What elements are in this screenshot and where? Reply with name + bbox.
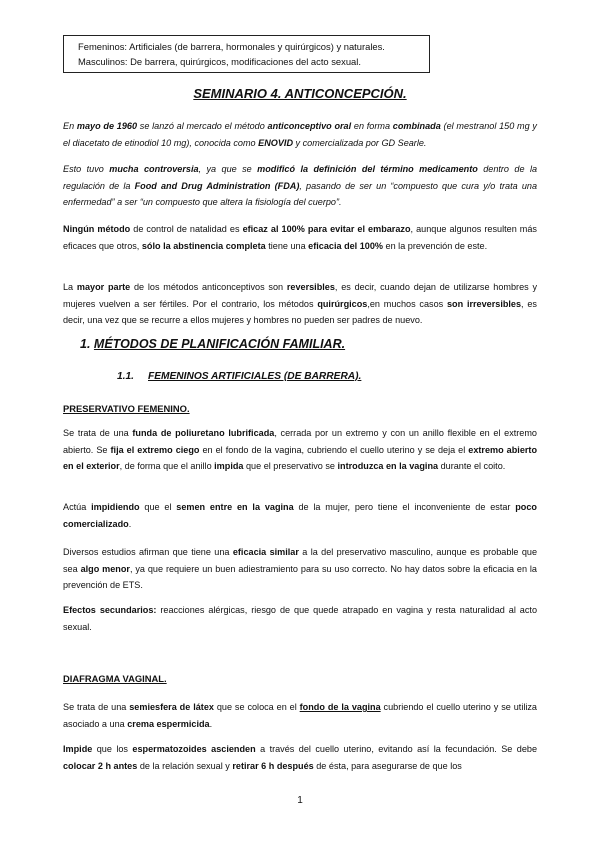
paragraph-condom-action: Actúa impidiendo que el semen entre en la vagina de la mujer, pero tiene el inconveniente de estar poco comercializado. <box>63 502 537 529</box>
paragraph-history: En mayo de 1960 se lanzó al mercado el método anticonceptivo oral en forma combinada (el mestranol 150 mg y el diacetato de etinodiol 10 mg), conocida como ENOVID y comercializada por GD Searle. <box>63 121 537 148</box>
summary-box <box>63 35 430 73</box>
paragraph-condom-description: Se trata de una funda de poliuretano lubrificada, cerrada por un extremo y con un anillo flexible en el extremo abierto. Se fija el extremo ciego en el fondo de la vagina, cubriendo el cuello uterino y se deja el extremo abierto en el exterior, de forma que el anillo impida que el preservativo se introduzca en la vagina durante el coito. <box>63 428 538 471</box>
section-heading-1: 1. MÉTODOS DE PLANIFICACIÓN FAMILIAR. <box>80 337 346 351</box>
paragraph-side-effects: Efectos secundarios: reacciones alérgicas, riesgo de que quede atrapado en vagina y resta naturalidad al acto sexual. <box>63 605 537 632</box>
paragraph-diaphragm-usage: Impide que los espermatozoides ascienden a través del cuello uterino, evitando así la fecundación. Se debe colocar 2 h antes de la relación sexual y retirar 6 h después de ésta, para asegurarse de que los <box>63 744 537 771</box>
paragraph-efficacy: Ningún método de control de natalidad es eficaz al 100% para evitar el embarazo, aunque algunos resulten más eficaces que otros, sólo la abstinencia completa tiene una eficacia del 100% en la prevención de este. <box>63 224 537 251</box>
subheading-diaphragm: DIAFRAGMA VAGINAL. <box>63 673 167 684</box>
page-title: SEMINARIO 4. ANTICONCEPCIÓN. <box>193 86 407 101</box>
paragraph-condom-efficacy: Diversos estudios afirman que tiene una eficacia similar a la del preservativo masculino, aunque es probable que sea algo menor, ya que requiere un buen adiestramiento para su uso correcto. No hay datos sobre la eficacia en la prevención de ETS. <box>63 547 537 590</box>
page-number: 1 <box>297 795 303 806</box>
paragraph-controversy: Esto tuvo mucha controversia, ya que se modificó la definición del término medicamento dentro de la regulación de la Food and Drug Administration (FDA), pasando de ser un “compuesto que cura y/o trata una enfermedad” a ser “un compuesto que altera la fisiología del cuerpo”. <box>63 164 538 207</box>
subheading-female-condom: PRESERVATIVO FEMENINO. <box>63 403 190 414</box>
summary-line-female: Femeninos: Artificiales (de barrera, hormonales y quirúrgicos) y naturales. <box>78 41 385 52</box>
paragraph-diaphragm-description: Se trata de una semiesfera de látex que se coloca en el fondo de la vagina cubriendo el cuello uterino y se utiliza asociado a una crema espermicida. <box>63 702 537 729</box>
section-heading-1-1: 1.1. FEMENINOS ARTIFICIALES (DE BARRERA). <box>117 371 362 382</box>
summary-line-male: Masculinos: De barrera, quirúrgicos, modificaciones del acto sexual. <box>78 56 361 67</box>
paragraph-reversibility: La mayor parte de los métodos anticonceptivos son reversibles, es decir, cuando dejan de utilizarse hombres y mujeres vuelven a ser fértiles. Por el contrario, los métodos quirúrgicos,en muchos casos son irreversibles, es decir, una vez que se recurre a ellos mujeres y hombres no pueden ser padres de nuevo. <box>63 282 537 325</box>
